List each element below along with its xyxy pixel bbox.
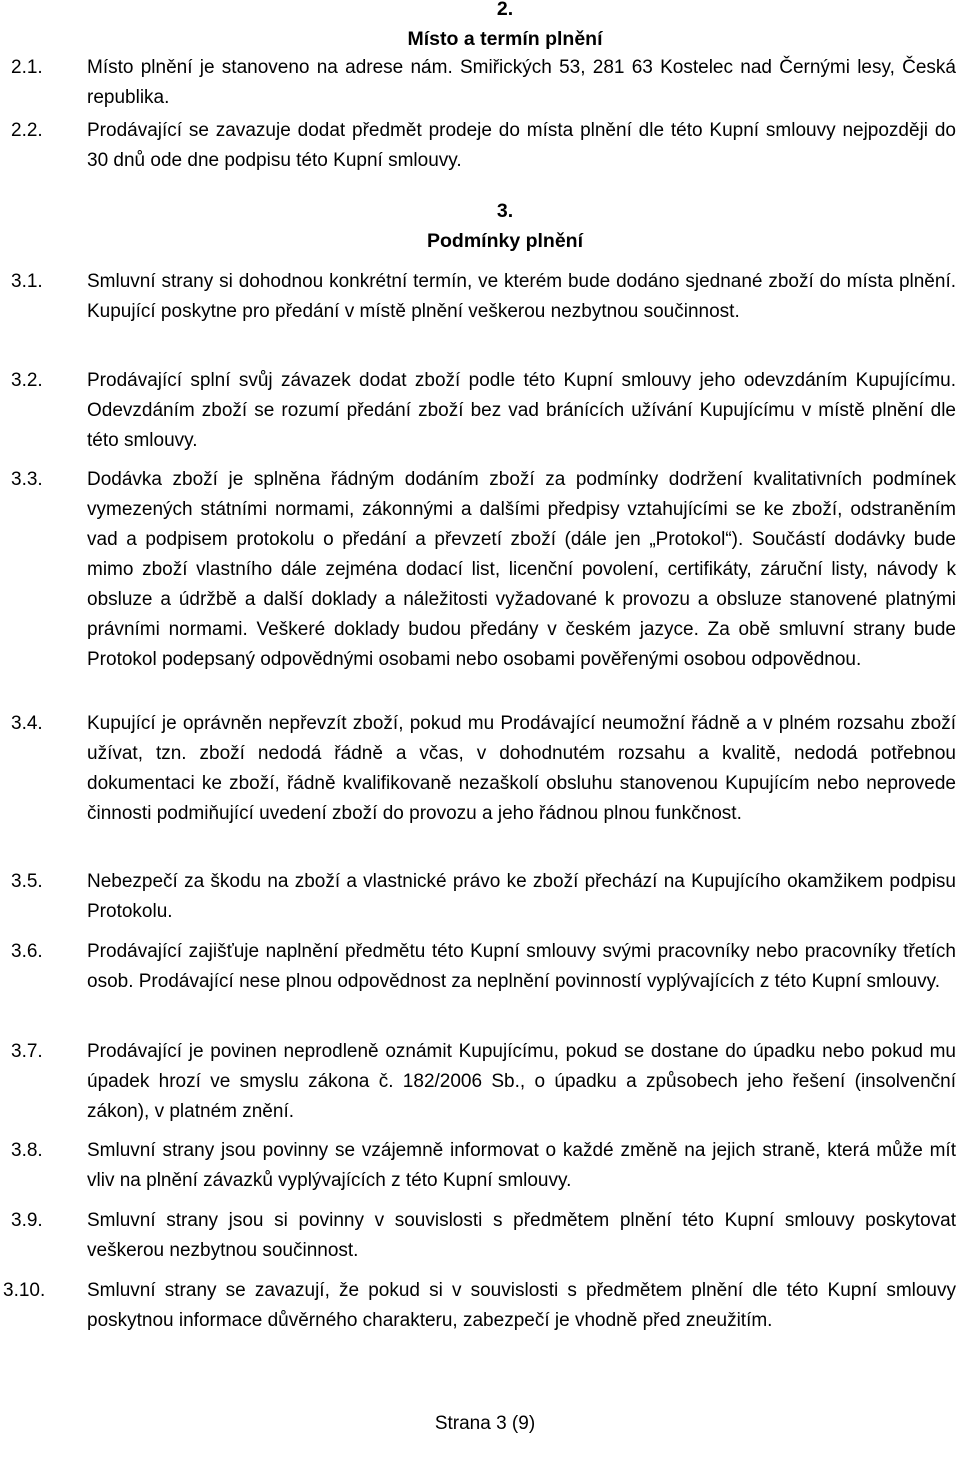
clause-text: Prodávající zajišťuje naplnění předmětu této Kupní smlouvy svými pracovníky nebo pracovníky třetích osob. Prodávající nese plnou odpovědnost za neplnění povinností vyplývajících z této Kupní smlouvy. (87, 941, 956, 992)
clause-text: Dodávka zboží je splněna řádným dodáním zboží za podmínky dodržení kvalitativních podmínek vymezených státními normami, zákonnými a dalšími předpisy vztahujícími se ke zboží, odstraněním vad a podpisem protokolu o předání a převzetí zboží (dále jen „Protokol“). Součástí dodávky bude mimo zboží vlastního dále zejména dodací list, licenční povolení, certifikáty, záruční listy, návody k obsluze a údržbě a další doklady a náležitosti vyžadované k provozu a obsluze stanovené platnými právními normami. Veškeré doklady budou předány v českém jazyce. Za obě smluvní strany bude Protokol podepsaný odpovědnými osobami nebo osobami pověřenými osobou odpovědnou. (87, 469, 956, 670)
clause-text: Nebezpečí za škodu na zboží a vlastnické právo ke zboží přechází na Kupujícího okamžikem podpisu Protokolu. (87, 871, 956, 922)
clause-number: 3.3. (11, 469, 43, 490)
clause-number: 3.10. (3, 1280, 46, 1301)
clause-text: Smluvní strany se zavazují, že pokud si v souvislosti s předmětem plnění dle této Kupní smlouvy poskytnou informace důvěrného charakteru, zabezpečí je vhodně před zneužitím. (87, 1280, 956, 1331)
section-title: Podmínky plnění (426, 230, 584, 252)
clause-number: 3.1. (11, 271, 43, 292)
clause-text: Kupující je oprávněn nepřevzít zboží, pokud mu Prodávající neumožní řádně a v plném rozsahu zboží užívat, tzn. zboží nedodá řádně a včas, v dohodnutém rozsahu a kvalitě, nedodá potřebnou dokumentaci ke zboží, řádně kvalifikovaně nezaškolí obsluhu stanovenou Kupujícím nebo neprovede činnosti podmiňující uvedení zboží do provozu a jeho řádnou plnou funkčnost. (87, 713, 956, 824)
clause-text: Smluvní strany jsou povinny se vzájemně informovat o každé změně na jejich straně, která může mít vliv na plnění závazků vyplývajících z této Kupní smlouvy. (87, 1140, 956, 1191)
clause-number: 2.1. (11, 57, 43, 78)
clause-number: 2.2. (11, 120, 43, 141)
clause-number: 3.2. (11, 370, 43, 391)
page-number-footer: Strana 3 (9) (434, 1413, 536, 1434)
clause-number: 3.6. (11, 941, 43, 962)
clause-text: Prodávající splní svůj závazek dodat zboží podle této Kupní smlouvy jeho odevzdáním Kupujícímu. Odevzdáním zboží se rozumí předání zboží bez vad bránících užívání Kupujícímu v místě plnění dle této smlouvy. (87, 370, 956, 451)
clause-number: 3.5. (11, 871, 43, 892)
clause-text: Smluvní strany jsou si povinny v souvislosti s předmětem plnění této Kupní smlouvy poskytovat veškerou nezbytnou součinnost. (87, 1210, 956, 1261)
section-heading-3 (0, 196, 960, 256)
clause-text: Místo plnění je stanoveno na adrese nám. Smiřických 53, 281 63 Kostelec nad Černými lesy, Česká republika. (87, 57, 956, 108)
clause-text: Prodávající se zavazuje dodat předmět prodeje do místa plnění dle této Kupní smlouvy nejpozději do 30 dnů ode dne podpisu této Kupní smlouvy. (87, 120, 956, 171)
section-title: Místo a termín plnění (407, 28, 603, 50)
clause-text: Smluvní strany si dohodnou konkrétní termín, ve kterém bude dodáno sjednané zboží do místa plnění. Kupující poskytne pro předání v místě plnění veškerou nezbytnou součinnost. (87, 271, 956, 322)
section-heading-2 (0, 0, 960, 54)
clause-text: Prodávající je povinen neprodleně oznámit Kupujícímu, pokud se dostane do úpadku nebo pokud mu úpadek hrozí ve smyslu zákona č. 182/2006 Sb., o úpadku a způsobech jeho řešení (insolvenční zákon), v platném znění. (87, 1041, 956, 1122)
clause-number: 3.7. (11, 1041, 43, 1062)
clause-number: 3.4. (11, 713, 43, 734)
section-number: 3. (496, 200, 514, 222)
clause-number: 3.9. (11, 1210, 43, 1231)
clause-number: 3.8. (11, 1140, 43, 1161)
section-number: 2. (496, 0, 514, 20)
